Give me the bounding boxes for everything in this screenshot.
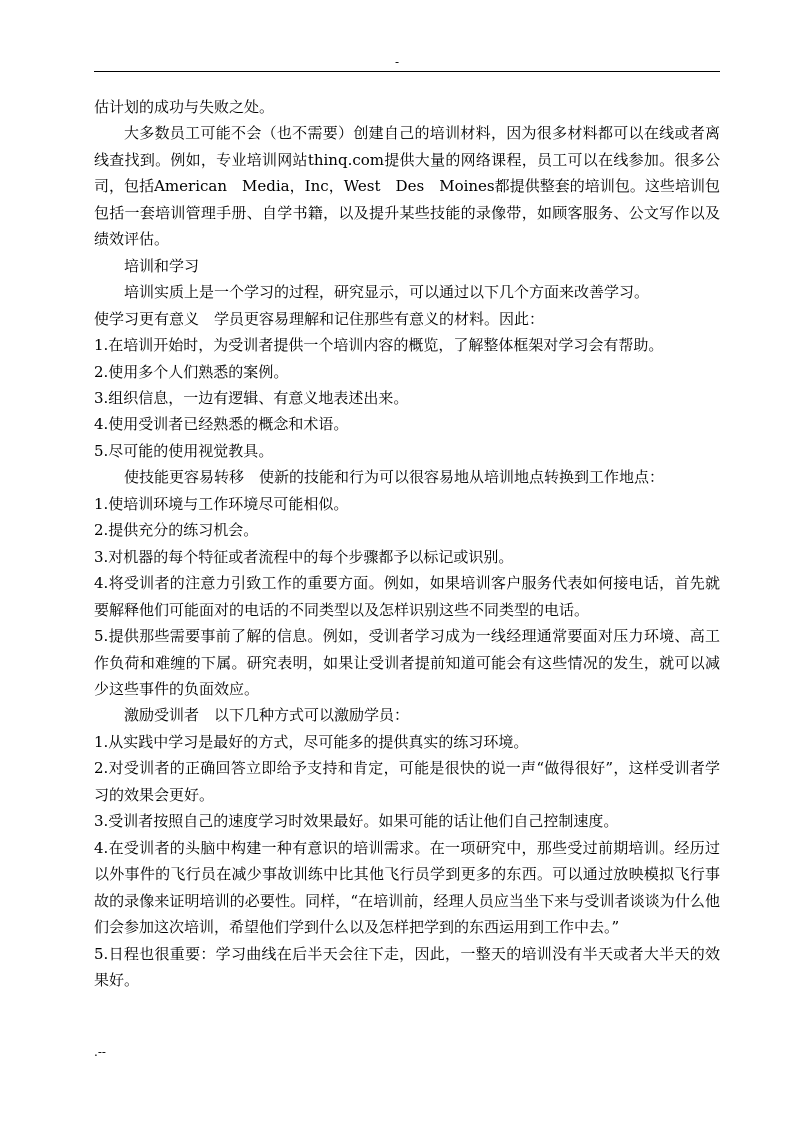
list-item: 4.在受训者的头脑中构建一种有意识的培训需求。在一项研究中，那些受过前期培训。经历过以外事件的飞行员在减少事故训练中比其他飞行员学到更多的东西。可以通过放映模拟飞行事故的录像来证明培训的必要性。同样，“在培训前，经理人员应当坐下来与受训者谈谈为什么他们会参加这次培训，希望他们学到什么以及怎样把学到的东西运用到工作中去。”	[94, 838, 720, 937]
list-item: 3.组织信息，一边有逻辑、有意义地表述出来。	[94, 388, 409, 407]
page-footer-mark: .--	[94, 1045, 106, 1059]
subsection-lead: 使学习更有意义 学员更容易理解和记住那些有意义的材料。因此：	[94, 309, 545, 328]
list-item: 1.在培训开始时，为受训者提供一个培训内容的概览，了解整体框架对学习会有帮助。	[94, 336, 664, 355]
list-item: 3.对机器的每个特征或者流程中的每个步骤都予以标记或识别。	[94, 547, 514, 566]
list-item: 5.提供那些需要事前了解的信息。例如，受训者学习成为一线经理通常要面对压力环境、高工作负荷和难缠的下属。研究表明，如果让受训者提前知道可能会有这些情况的发生，就可以减少这些事件的负面效应。	[94, 627, 720, 698]
subsection-lead: 激励受训者 以下几种方式可以激励学员：	[124, 706, 410, 725]
paragraph: 估计划的成功与失败之处。	[94, 98, 275, 116]
list-item: 2.使用多个人们熟悉的案例。	[94, 362, 289, 381]
document-body	[94, 94, 720, 993]
list-item: 5.日程也很重要：学习曲线在后半天会往下走，因此，一整天的培训没有半天或者大半天的效果好。	[94, 944, 720, 989]
paragraph: 培训实质上是一个学习的过程，研究显示，可以通过以下几个方面来改善学习。	[124, 283, 650, 302]
list-item: 1.使培训环境与工作环境尽可能相似。	[94, 494, 349, 513]
header-divider	[94, 71, 720, 72]
page-header-mark: -	[394, 55, 400, 69]
list-item: 4.将受训者的注意力引致工作的重要方面。例如，如果培训客户服务代表如何接电话，首先就要解释他们可能面对的电话的不同类型以及怎样识别这些不同类型的电话。	[94, 574, 720, 619]
list-item: 4.使用受训者已经熟悉的概念和术语。	[94, 415, 349, 434]
list-item: 1.从实践中学习是最好的方式，尽可能多的提供真实的练习环境。	[94, 732, 529, 751]
list-item: 5.尽可能的使用视觉教具。	[94, 441, 274, 460]
list-item: 3.受训者按照自己的速度学习时效果最好。如果可能的话让他们自己控制速度。	[94, 812, 619, 831]
list-item: 2.提供充分的练习机会。	[94, 521, 259, 540]
list-item: 2.对受训者的正确回答立即给予支持和肯定，可能是很快的说一声“做得很好”，这样受训者学习的效果会更好。	[94, 759, 720, 804]
subsection-lead: 使技能更容易转移 使新的技能和行为可以很容易地从培训地点转换到工作地点：	[124, 468, 665, 487]
section-heading: 培训和学习	[124, 256, 200, 275]
paragraph: 大多数员工可能不会（也不需要）创建自己的培训材料，因为很多材料都可以在线或者离线查找到。例如，专业培训网站thinq.com提供大量的网络课程，员工可以在线参加。很多公司，包括American Media，Inc，West Des Moines都提供整套的培训包。这些培训包包括一套培训管理手册、自学书籍，以及提升某些技能的录像带，如顾客服务、公文写作以及绩效评估。	[94, 124, 720, 249]
